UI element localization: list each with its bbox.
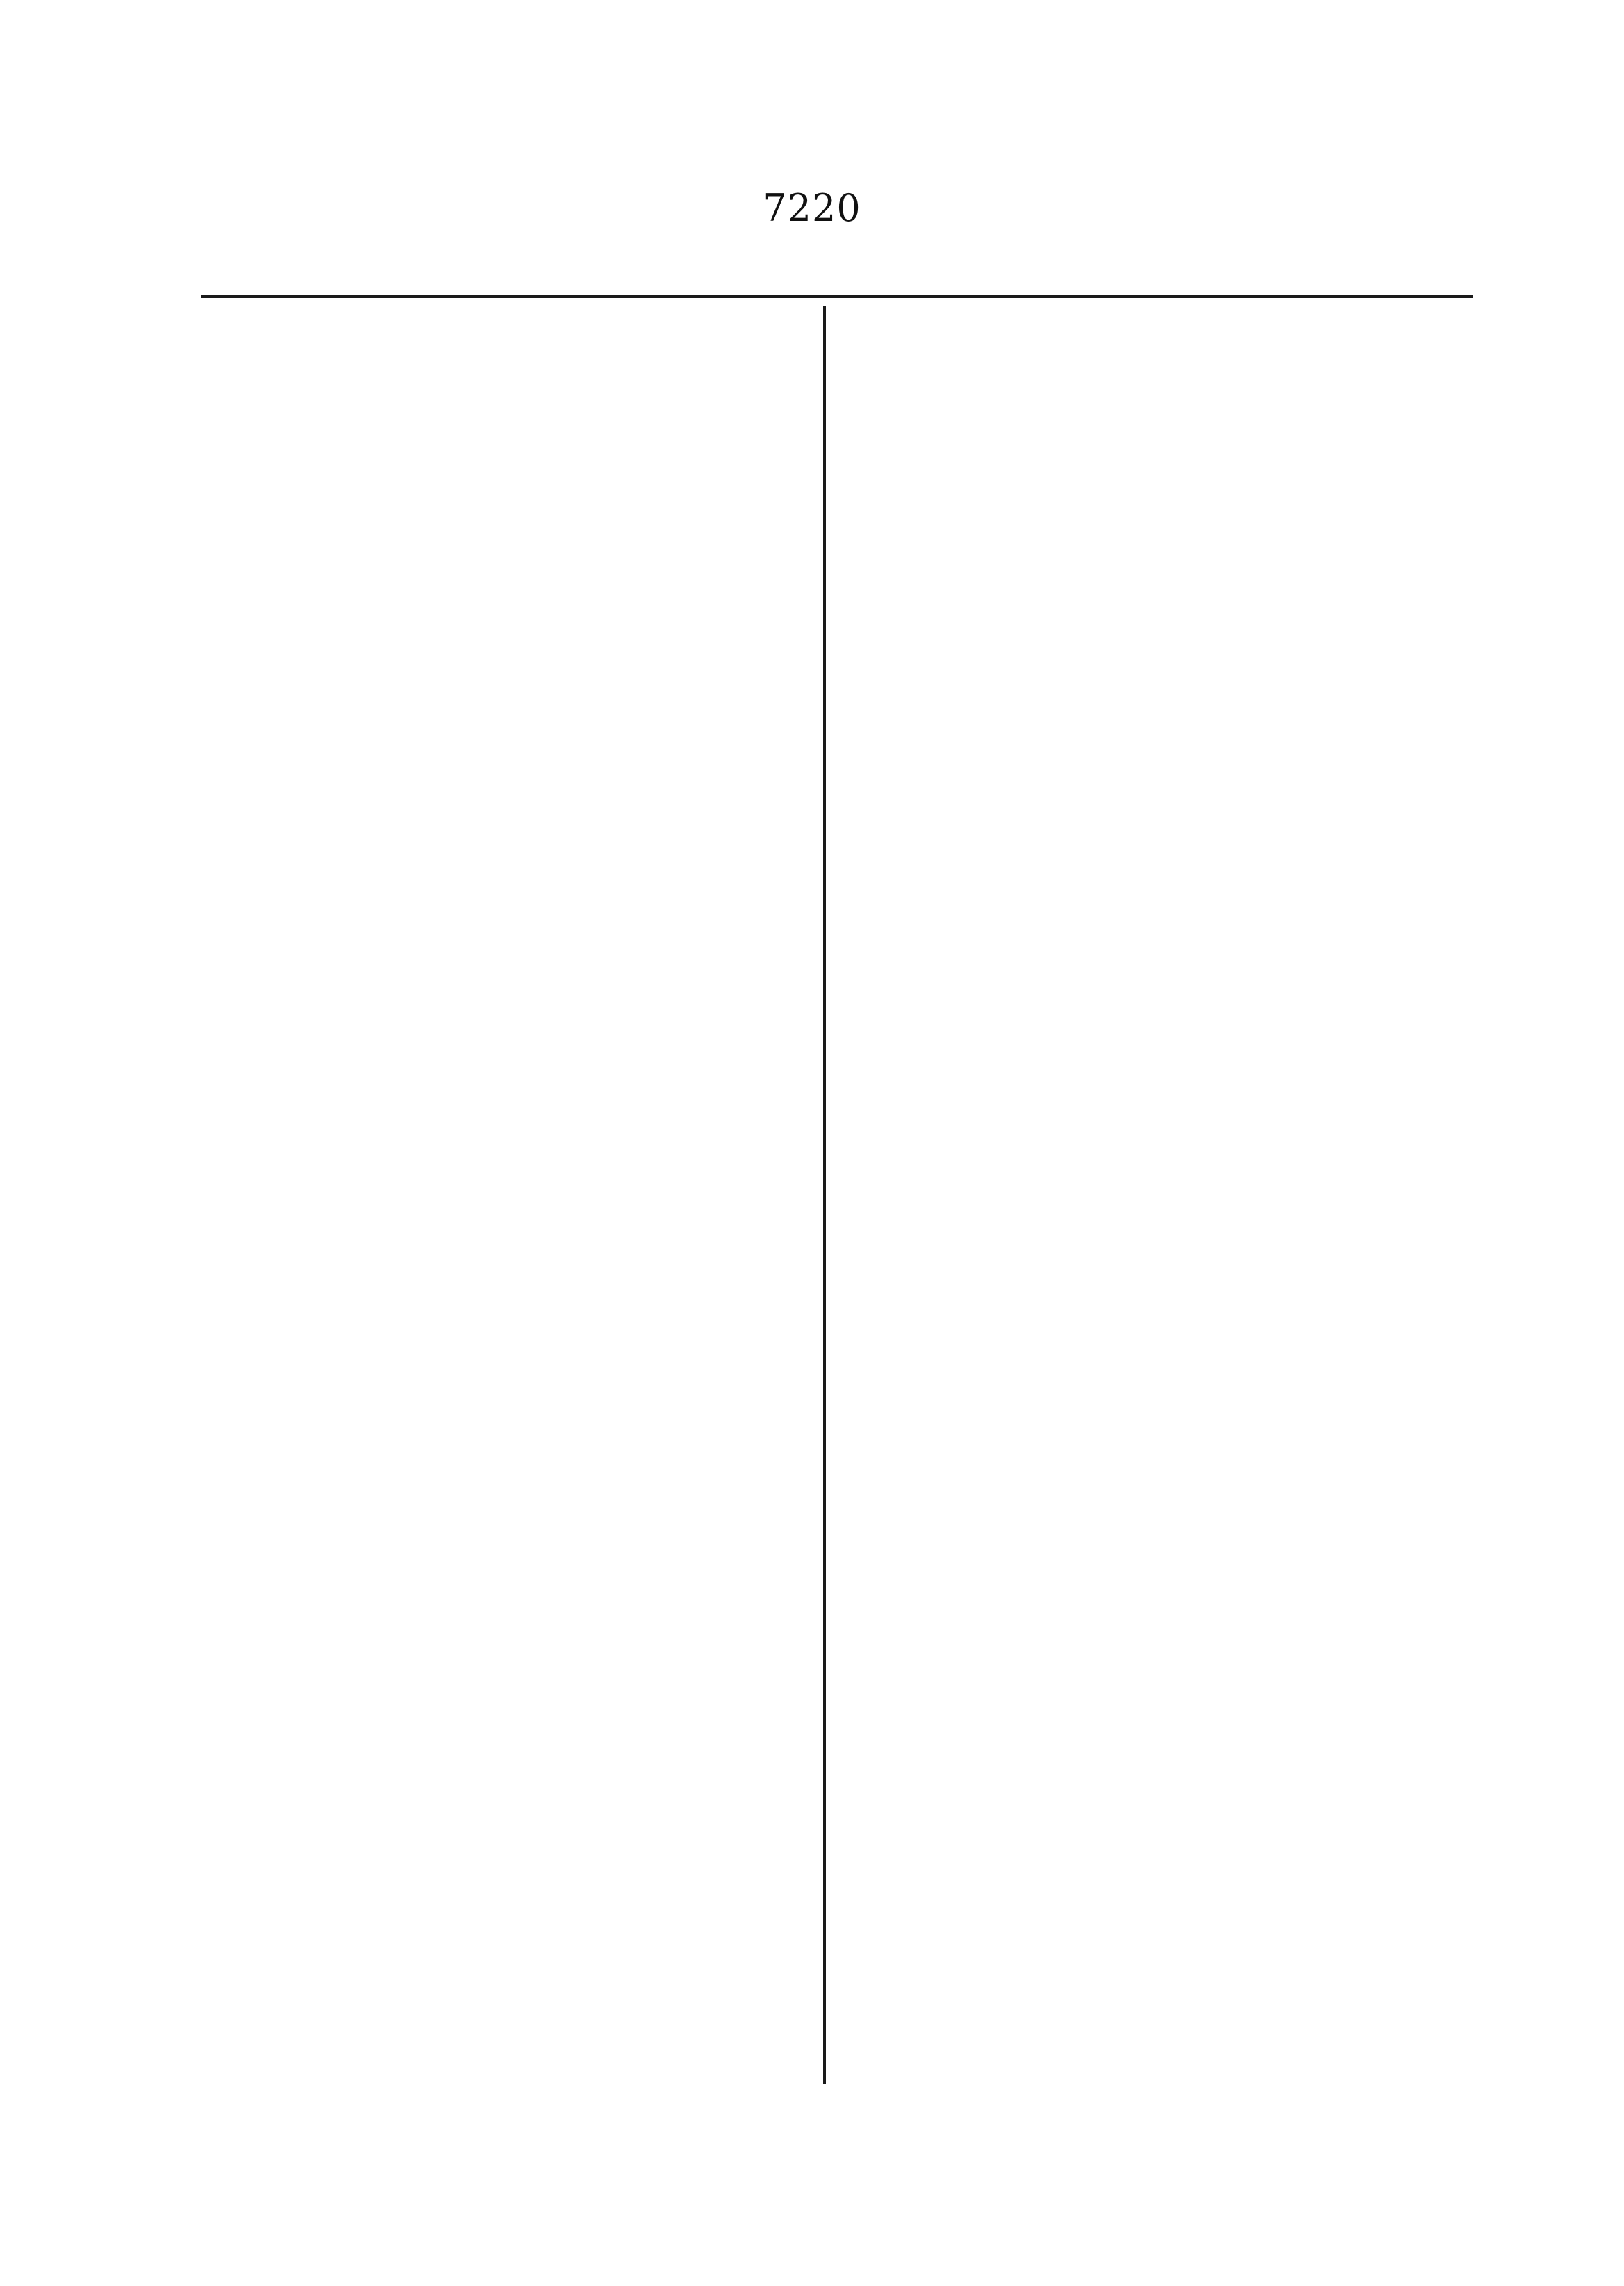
dictionary-entry bbox=[844, 1292, 1473, 1466]
dictionary-entry bbox=[188, 396, 809, 799]
column-divider bbox=[823, 306, 826, 2084]
dictionary-entry bbox=[188, 1827, 809, 2042]
dictionary-entry bbox=[844, 868, 1473, 1035]
dictionary-entry bbox=[844, 326, 1473, 549]
dictionary-entry bbox=[188, 1403, 809, 1570]
dictionary-entry bbox=[844, 1785, 1473, 2077]
dictionary-entry bbox=[188, 2056, 809, 2126]
dictionary-entry bbox=[188, 326, 809, 382]
header-rule bbox=[201, 295, 1473, 298]
dictionary-entry bbox=[188, 813, 809, 1389]
dictionary-entry bbox=[844, 563, 1473, 854]
dictionary-entry bbox=[844, 1480, 1473, 1771]
dictionary-entry bbox=[188, 1584, 809, 1813]
dictionary-entry bbox=[844, 1049, 1473, 1278]
page-number: 7220 bbox=[763, 186, 861, 230]
